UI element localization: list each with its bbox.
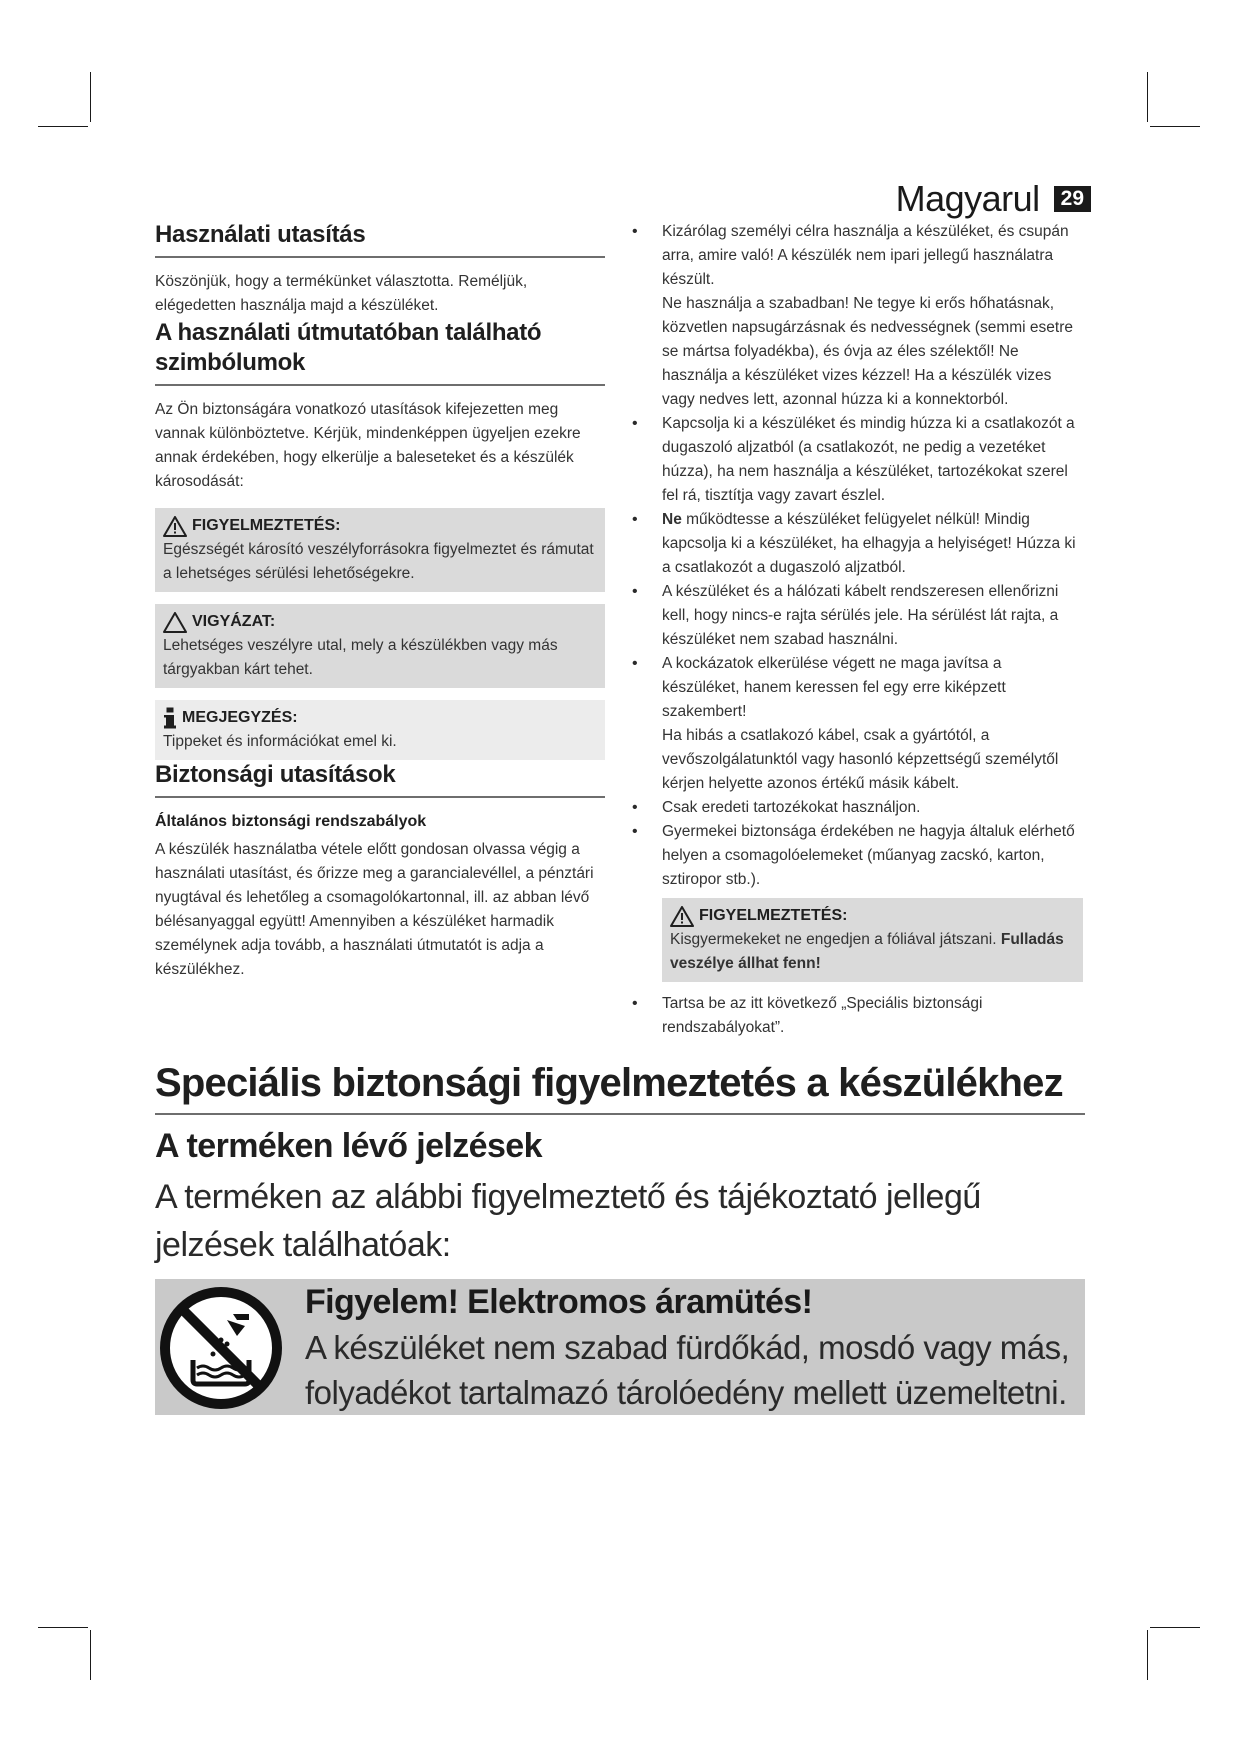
info-note-text: Tippeket és információkat emel ki.	[163, 733, 397, 750]
special-lead: A terméken az alábbi figyelmeztető és tájékoztató jellegű jelzések találhatóak:	[155, 1178, 981, 1264]
info-icon	[163, 707, 177, 729]
child-warning-title: FIGYELMEZTETÉS:	[670, 904, 1075, 928]
symbols-text: Az Ön biztonságára vonatkozó utasítások kifejezetten meg vannak különböztetve. Kérjük, mindenképpen ügyeljen ezekre annak érdekében, hogy elkerülje a baleseteket és a készülék károsodását:	[155, 401, 581, 490]
child-warning-note	[662, 898, 1083, 982]
no-water-shower-bathtub-icon	[157, 1284, 285, 1412]
list-item: • Kizárólag személyi célra használja a készüléket, és csupán arra, amire való! A készülék nem ipari jellegű használatra készült.	[630, 220, 1083, 292]
info-note	[155, 700, 605, 760]
safety-title: Biztonsági utasítások	[155, 760, 605, 798]
special-title: Speciális biztonsági figyelmeztetés a készülékhez	[155, 1055, 1085, 1115]
usage-title: Használati utasítás	[155, 220, 605, 258]
safety-text: A készülék használatba vétele előtt gondosan olvassa végig a használati utasítást, és őrizze meg a garancialevéllel, a pénztári nyugtával és lehetőleg a csomagolókartonnal, ill. az abban lévő bélésanyaggal együtt! Amennyiben a készüléket harmadik személynek adja tovább, a használati útmutatót is adja a készülékhez.	[155, 841, 594, 978]
list-item: • Gyermekei biztonsága érdekében ne hagyja általuk elérhető helyen a csomagolóelemeket (műanyag zacskó, karton, sztiropor stb.).	[630, 820, 1083, 892]
warning-triangle-icon	[670, 906, 694, 927]
list-item: • A készüléket és a hálózati kábelt rendszeresen ellenőrizni kell, hogy nincs-e rajta sérülés jele. Ha sérülést lát rajta, a készüléket nem szabad használni.	[630, 580, 1083, 652]
caution-note-title: VIGYÁZAT:	[163, 610, 597, 634]
crop-mark	[1147, 1630, 1148, 1680]
list-item: • Ne működtesse a készüléket felügyelet nélkül! Mindig kapcsolja ki a készüléket, ha elhagyja a helyiséget! Húzza ki a csatlakozót a dugaszoló aljzatból.	[630, 508, 1083, 580]
list-item: • Kapcsolja ki a készüléket és mindig húzza ki a csatlakozót a dugaszoló aljzatból (a csatlakozót, ne pedig a vezetéket húzza), ha nem használja a készüléket, tartozékokat szerel fel rá, tisztítja vagy zavart észlel.	[630, 412, 1083, 508]
caution-note-text: Lehetséges veszélyre utal, mely a készülékben vagy más tárgyakban kárt tehet.	[163, 637, 558, 678]
warning-note	[155, 508, 605, 592]
usage-text: Köszönjük, hogy a termékünket választotta. Reméljük, elégedetten használja majd a készüléket.	[155, 273, 528, 314]
symbol-body: A készüléket nem szabad fürdőkád, mosdó vagy más, folyadékot tartalmazó tárolóedény mellett üzemeltetni.	[305, 1329, 1070, 1411]
warning-triangle-icon	[163, 516, 187, 537]
special-section	[155, 1055, 1085, 1415]
bold-word: Ne	[662, 511, 682, 528]
child-warning-text: Kisgyermekeket ne engedjen a fóliával játszani. Fulladás veszélye állhat fenn!	[670, 931, 1064, 972]
crop-mark	[90, 72, 91, 122]
crop-mark	[38, 1627, 88, 1628]
special-subtitle: A terméken lévő jelzések	[155, 1127, 542, 1165]
crop-mark	[38, 126, 88, 127]
crop-mark	[1147, 72, 1148, 122]
list-item: • Csak eredeti tartozékokat használjon.	[630, 796, 1083, 820]
list-item: • A kockázatok elkerülése végett ne maga javítsa a készüléket, hanem keressen fel egy erre kiképzett szakembert!	[630, 652, 1083, 724]
page-number: 29	[1054, 186, 1091, 212]
list-item: Ne használja a szabadban! Ne tegye ki erős hőhatásnak, közvetlen napsugárzásnak és nedvességnek (semmi esetre se mártsa folyadékba), és óvja az éles szélektől! Ne használja a készüléket vizes kézzel! Ha a készülék vizes vagy nedves lett, azonnal húzza ki a konnektorból.	[662, 295, 1073, 408]
symbol-title: Figyelem! Elektromos áramütés!	[305, 1283, 813, 1321]
safety-bullets-end	[630, 992, 1083, 1040]
crop-mark	[1150, 1627, 1200, 1628]
list-item: • Tartsa be az itt következő „Speciális biztonsági rendszabályokat”.	[630, 992, 1083, 1040]
right-column	[630, 220, 1083, 1040]
safety-bullets	[630, 220, 1083, 892]
warning-note-text: Egészségét károsító veszélyforrásokra figyelmeztet és rámutat a lehetséges sérülési lehetőségekre.	[163, 541, 594, 582]
crop-mark	[1150, 126, 1200, 127]
caution-note	[155, 604, 605, 688]
page-header	[896, 178, 1091, 220]
electric-shock-warning	[155, 1279, 1085, 1415]
list-item: Ha hibás a csatlakozó kábel, csak a gyártótól, a vevőszolgálatunktól vagy hasonló képzettségű személytől kérjen helyette azonos értékű másik kábelt.	[662, 727, 1059, 792]
symbol-text	[305, 1279, 1085, 1415]
language-label: Magyarul	[895, 178, 1040, 219]
info-note-title: MEGJEGYZÉS:	[163, 706, 597, 730]
symbols-title: A használati útmutatóban található szimbólumok	[155, 318, 605, 386]
crop-mark	[90, 1630, 91, 1680]
warning-triangle-icon	[163, 612, 187, 633]
safety-subtitle: Általános biztonsági rendszabályok	[155, 813, 427, 830]
warning-note-title: FIGYELMEZTETÉS:	[163, 514, 597, 538]
left-column	[155, 220, 605, 982]
